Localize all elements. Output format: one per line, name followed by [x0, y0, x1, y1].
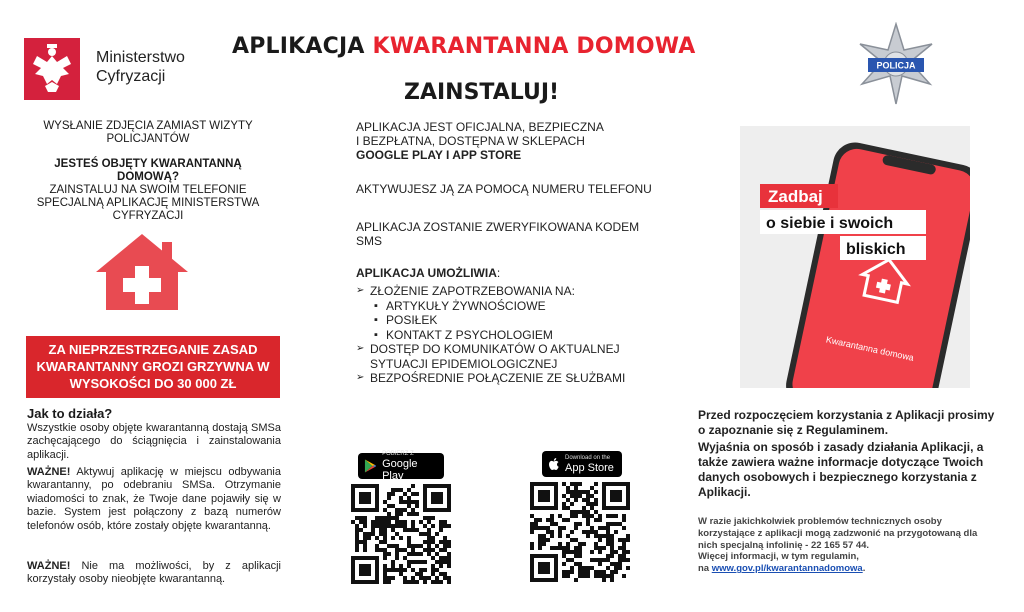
apple-icon	[548, 457, 560, 471]
google-play-qr-code[interactable]	[351, 484, 451, 584]
police-star-logo	[848, 22, 944, 106]
phone-headline-line1: Zadbaj	[768, 187, 823, 206]
app-enables-heading	[356, 266, 656, 280]
more-info-link-line	[698, 563, 998, 575]
important-paragraph-2	[27, 560, 281, 587]
app-store-label: App Store	[565, 461, 614, 474]
helpline-text: W razie jakichkolwiek problemów technicznych osoby korzystające z aplikacji mogą zadzwonić na przygotowaną dla nich specjalną infolinię - 22 165 57 44.	[698, 516, 978, 551]
app-store-qr-code[interactable]	[530, 482, 630, 582]
regulations-notice: Przed rozpoczęciem korzystania z Aplikacji prosimy o zapoznanie się z Regulaminem.	[698, 408, 995, 437]
app-enables-label: APLIKACJA UMOŻLIWIA	[356, 266, 497, 280]
app-official-text	[356, 120, 656, 162]
google-play-small-label: POBIERZ Z	[382, 450, 414, 457]
fine-warning-box: ZA NIEPRZESTRZEGANIE ZASAD KWARANTANNY GROZI GRZYWNA W WYSOKOŚCI DO 30 000 ZŁ	[26, 336, 280, 398]
important-label: WAŻNE!	[27, 560, 71, 572]
list-item: ➢ ZŁOŻENIE ZAPOTRZEBOWANIA NA:	[356, 284, 656, 299]
phone-promo-image	[740, 126, 970, 388]
police-badge-text: POLICJA	[876, 60, 916, 71]
app-stores-text: GOOGLE PLAY I APP STORE	[356, 148, 522, 162]
ministry-name-line1: Ministerstwo	[96, 49, 185, 66]
important-label: WAŻNE!	[27, 466, 71, 478]
app-official-line1: APLIKACJA JEST OFICJALNA, BEZPIECZNA	[356, 120, 604, 134]
google-play-badge[interactable]	[358, 450, 444, 482]
phone-app-name: Kwarantanna domowa	[825, 334, 915, 363]
helpline-note	[698, 516, 998, 575]
ministry-name-line2: Cyfryzacji	[96, 68, 166, 85]
page-subtitle: ZAINSTALUJ!	[404, 80, 560, 105]
page-title	[232, 34, 752, 59]
how-it-works-title: Jak to działa?	[27, 406, 113, 421]
more-info-text: Więcej informacji, w tym regulamin,	[698, 551, 859, 563]
google-play-icon	[364, 458, 377, 474]
list-item: ➢ DOSTĘP DO KOMUNIKATÓW O AKTUALNEJ SYTUACJI EPIDEMIOLOGICZNEJ	[356, 342, 656, 371]
ministry-name	[96, 48, 185, 86]
title-part-red: KWARANTANNA DOMOWA	[372, 34, 696, 59]
house-cross-icon	[92, 232, 192, 312]
left-instruction: ZAINSTALUJ NA SWOIM TELEFONIE SPECJALNĄ APLIKACJĘ MINISTERSTWA CYFRYZACJI	[36, 184, 260, 222]
important-text: Nie ma możliwości, by z aplikacji korzystały osoby nieobjęte kwarantanną.	[27, 560, 281, 586]
app-enables-colon: :	[496, 266, 501, 280]
list-item: ▪ ARTYKUŁY ŻYWNOŚCIOWE	[356, 299, 656, 314]
app-store-small-label: Download on the	[565, 454, 611, 461]
phone-headline-line2: o siebie i swoich	[766, 215, 894, 232]
link-prefix: na	[698, 563, 712, 575]
important-text: Aktywuj aplikację w miejscu odbywania kwarantanny, po odebraniu SMSa. Otrzymanie wiadomości to znak, że Twoje dane pojawiły się w bazie. System jest połączony z bazą numerów telefonów osób, które zostały objęte kwarantanną.	[27, 466, 281, 532]
left-intro: WYSŁANIE ZDJĘCIA ZAMIAST WIZYTY POLICJANTÓW	[43, 120, 253, 145]
app-official-line2: I BEZPŁATNA, DOSTĘPNA W SKLEPACH	[356, 134, 585, 148]
list-item: ▪ POSIŁEK	[356, 313, 656, 328]
title-part-black: APLIKACJA	[232, 34, 373, 59]
verification-text: APLIKACJA ZOSTANIE ZWERYFIKOWANA KODEM SMS	[356, 220, 640, 248]
activation-text: AKTYWUJESZ JĄ ZA POMOCĄ NUMERU TELEFONU	[356, 182, 652, 196]
gov-website-link[interactable]: www.gov.pl/kwarantannadomowa	[711, 563, 863, 575]
regulations-description: Wyjaśnia on sposób i zasady działania Aplikacji, a także zawiera ważne informacje dotyczące Twoich danych osobowych i bezpiecznego korzystania z Aplikacji.	[698, 440, 984, 499]
important-paragraph-1	[27, 466, 281, 533]
phone-headline-line3: bliskich	[846, 241, 906, 258]
google-play-label: Google Play	[382, 457, 418, 482]
eagle-icon	[29, 42, 75, 96]
list-item: ➢ BEZPOŚREDNIE POŁĄCZENIE ZE SŁUŻBAMI	[356, 371, 656, 386]
how-it-works-paragraph-1: Wszystkie osoby objęte kwarantanną dostają SMSa zachęcającego do ściągnięcia i zainstalowania aplikacji.	[27, 422, 281, 461]
link-suffix: .	[862, 563, 866, 575]
app-store-badge[interactable]	[542, 451, 622, 477]
list-item: ▪ KONTAKT Z PSYCHOLOGIEM	[356, 328, 656, 343]
ministry-eagle-logo	[24, 38, 80, 100]
left-question: JESTEŚ OBJĘTY KWARANTANNĄ DOMOWĄ?	[54, 158, 242, 183]
features-list	[356, 284, 656, 386]
